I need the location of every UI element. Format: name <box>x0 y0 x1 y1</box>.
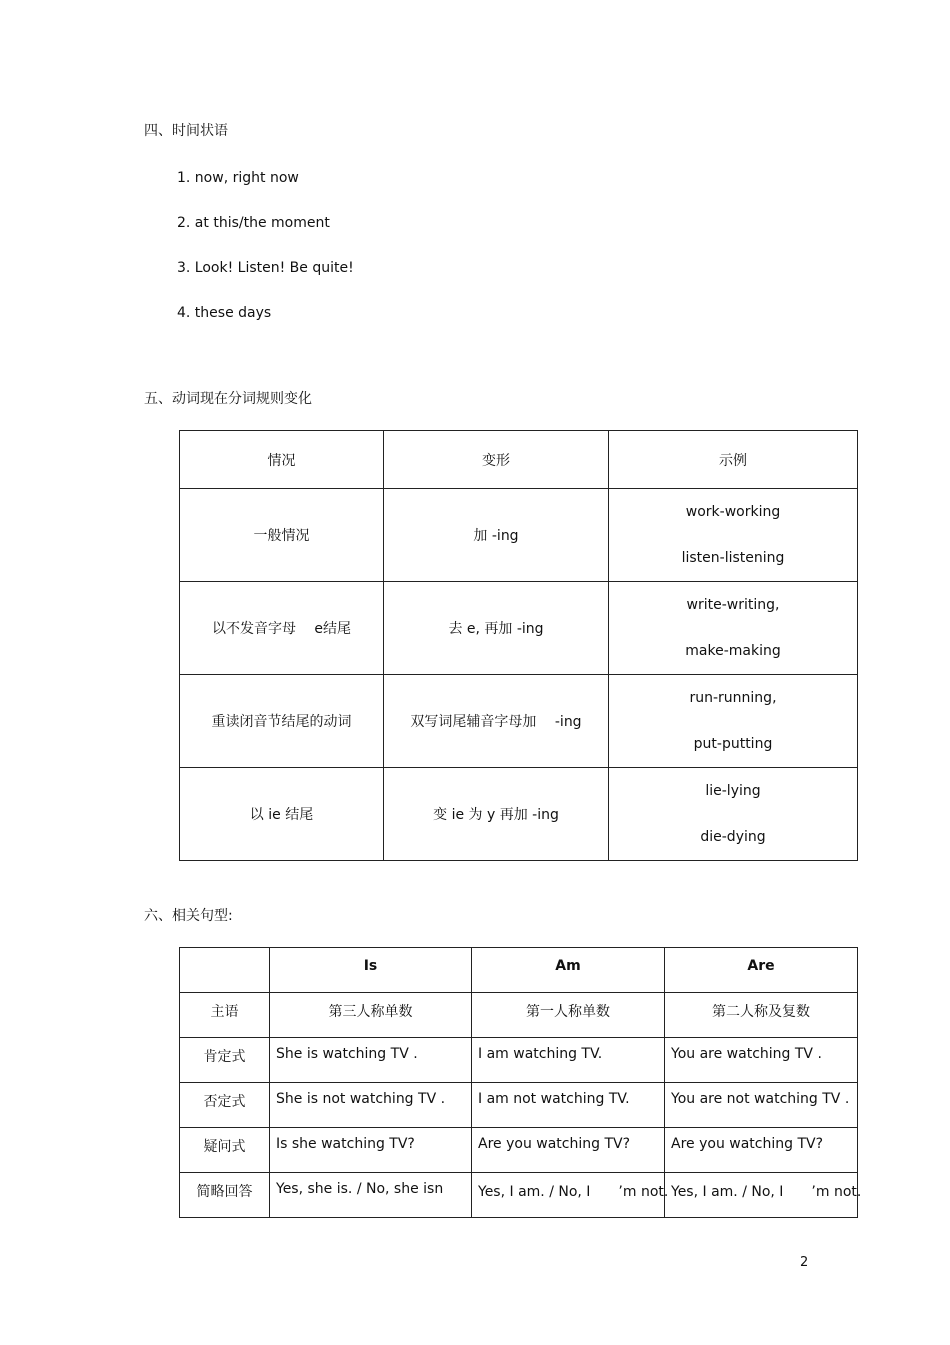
table-cell: 第一人称单数 <box>472 993 665 1038</box>
rule-case: 一般情况 <box>180 489 384 582</box>
participle-rules-table <box>179 430 858 861</box>
example: make-making <box>685 643 781 659</box>
sentence-patterns-table <box>179 947 862 1218</box>
table-cell: Yes, she is. / No, she isn <box>270 1173 472 1218</box>
example: work-working <box>685 504 781 520</box>
list-item: 2. at this/the moment <box>177 215 330 231</box>
table-cell: She is watching TV . <box>270 1038 472 1083</box>
row-label: 肯定式 <box>180 1038 270 1083</box>
example: write-writing, <box>686 597 780 613</box>
table-cell: 第二人称及复数 <box>665 993 858 1038</box>
header-examples: 示例 <box>609 431 858 489</box>
table-cell: You are watching TV . <box>665 1038 858 1083</box>
rule-change: 去 e, 再加 -ing <box>384 582 609 675</box>
rule-case: 重读闭音节结尾的动词 <box>180 675 384 768</box>
rule-change: 变 ie 为 y 再加 -ing <box>384 768 609 861</box>
rule-change: 加 -ing <box>384 489 609 582</box>
table-row <box>180 1083 858 1128</box>
example: run-running, <box>689 690 777 706</box>
list-item: 4. these days <box>177 305 272 321</box>
table-cell: Are you watching TV? <box>665 1128 858 1173</box>
table-cell: You are not watching TV . <box>665 1083 858 1128</box>
rule-change: 双写词尾辅音字母加 -ing <box>384 675 609 768</box>
row-label: 简略回答 <box>180 1173 270 1218</box>
rule-examples <box>609 768 858 861</box>
table-header-row <box>180 948 858 993</box>
header-am: Am <box>472 948 665 993</box>
rule-case: 以不发音字母 e结尾 <box>180 582 384 675</box>
table-row <box>180 489 858 582</box>
table-row <box>180 1173 858 1218</box>
section-4-title: 四、时间状语 <box>144 123 228 139</box>
header-are: Are <box>665 948 858 993</box>
table-row <box>180 993 858 1038</box>
example: listen-listening <box>681 550 785 566</box>
table-row <box>180 1128 858 1173</box>
rule-case: 以 ie 结尾 <box>180 768 384 861</box>
table-row <box>180 1038 858 1083</box>
rule-examples <box>609 489 858 582</box>
row-label: 主语 <box>180 993 270 1038</box>
header-change: 变形 <box>384 431 609 489</box>
header-empty <box>180 948 270 993</box>
table-cell: Yes, I am. / No, I ’m not. <box>472 1173 665 1218</box>
table-row <box>180 582 858 675</box>
rule-examples <box>609 675 858 768</box>
list-item: 1. now, right now <box>177 170 299 186</box>
table-header-row <box>180 431 858 489</box>
table-cell: I am watching TV. <box>472 1038 665 1083</box>
example: lie-lying <box>705 783 761 799</box>
header-is: Is <box>270 948 472 993</box>
row-label: 疑问式 <box>180 1128 270 1173</box>
table-cell: Yes, I am. / No, I ’m not. <box>665 1173 858 1218</box>
table-row <box>180 675 858 768</box>
example: put-putting <box>693 736 773 752</box>
page-number: 2 <box>800 1255 809 1270</box>
example: die-dying <box>700 829 766 845</box>
section-5-title: 五、动词现在分词规则变化 <box>144 391 312 407</box>
section-6-title: 六、相关句型: <box>144 908 233 924</box>
rule-examples <box>609 582 858 675</box>
header-case: 情况 <box>180 431 384 489</box>
table-cell: She is not watching TV . <box>270 1083 472 1128</box>
table-cell: Is she watching TV? <box>270 1128 472 1173</box>
table-cell: I am not watching TV. <box>472 1083 665 1128</box>
table-cell: 第三人称单数 <box>270 993 472 1038</box>
table-row <box>180 768 858 861</box>
table-cell: Are you watching TV? <box>472 1128 665 1173</box>
list-item: 3. Look! Listen! Be quite! <box>177 260 354 276</box>
row-label: 否定式 <box>180 1083 270 1128</box>
